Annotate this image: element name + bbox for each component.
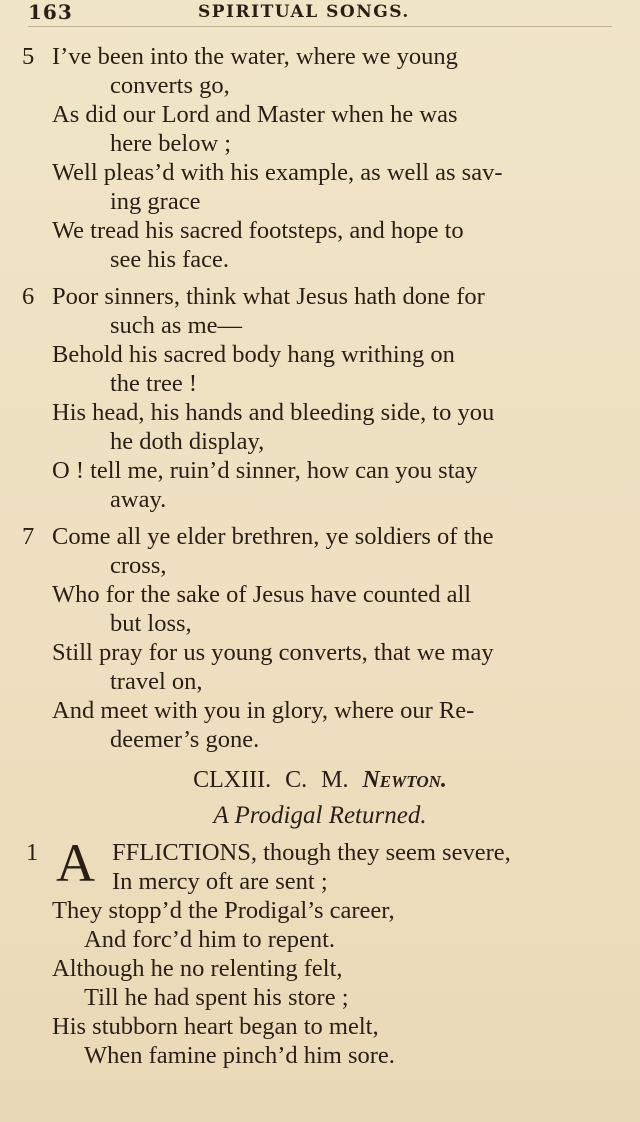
hymn-line: And forc’d him to repent. xyxy=(84,926,336,953)
verse-line: His head, his hands and bleeding side, to you xyxy=(52,399,495,426)
verse-line: As did our Lord and Master when he was xyxy=(52,101,458,128)
verse-line: travel on, xyxy=(110,668,203,695)
verse-line: Behold his sacred body hang writhing on xyxy=(52,341,455,368)
first-line-text: FFLICTIONS, though they seem severe, xyxy=(112,839,511,866)
verse xyxy=(0,522,640,754)
hymn-title: A Prodigal Returned. xyxy=(213,802,427,829)
drop-cap: A xyxy=(56,833,95,893)
verse-line: Still pray for us young converts, that we may xyxy=(52,639,494,666)
page-number: 163 xyxy=(28,0,73,24)
hymn-number: CLXIII. xyxy=(193,767,272,793)
verse-line: We tread his sacred footsteps, and hope to xyxy=(52,217,464,244)
verse-line: I’ve been into the water, where we young xyxy=(52,43,458,70)
verse-line: here below ; xyxy=(110,130,232,157)
hymn-meter: C. M. xyxy=(285,767,349,793)
verse-line: And meet with you in glory, where our Re- xyxy=(52,697,475,724)
hymn-heading xyxy=(0,766,640,795)
verse-line: Well pleas’d with his example, as well as sav- xyxy=(52,159,503,186)
hymn-verse xyxy=(0,833,640,1070)
verse-line: the tree ! xyxy=(110,370,198,397)
verse-number: 7 xyxy=(22,523,35,550)
verse-line: away. xyxy=(110,486,167,513)
verse-line: see his face. xyxy=(110,246,230,273)
verse-line: deemer’s gone. xyxy=(110,726,260,753)
second-line: In mercy oft are sent ; xyxy=(112,868,328,895)
verse-number: 1 xyxy=(26,839,39,866)
verse-number: 6 xyxy=(22,283,35,310)
hymn-author: Newton. xyxy=(362,767,447,793)
verses-list xyxy=(0,42,640,754)
hymn-line: When famine pinch’d him sore. xyxy=(84,1042,395,1069)
verse-line: but loss, xyxy=(110,610,192,637)
verse-line: such as me— xyxy=(110,312,242,339)
header-rule xyxy=(28,26,612,27)
verse-line: O ! tell me, ruin’d sinner, how can you stay xyxy=(52,457,478,484)
hymn-line: Although he no relenting felt, xyxy=(52,955,343,982)
verse-number: 5 xyxy=(22,43,35,70)
hymn-line: Till he had spent his store ; xyxy=(84,984,349,1011)
verse-line: converts go, xyxy=(110,72,230,99)
verse xyxy=(0,42,640,274)
verse-line: Poor sinners, think what Jesus hath done for xyxy=(52,283,485,310)
hymn-lines xyxy=(0,896,640,1070)
verse-line: he doth display, xyxy=(110,428,265,455)
page-header xyxy=(0,0,640,28)
verse-line: Who for the sake of Jesus have counted all xyxy=(52,581,472,608)
verse-line: cross, xyxy=(110,552,167,579)
verse xyxy=(0,282,640,514)
hymn-line: His stubborn heart began to melt, xyxy=(52,1013,379,1040)
hymn-line: They stopp’d the Prodigal’s career, xyxy=(52,897,395,924)
running-title: SPIRITUAL SONGS. xyxy=(198,2,410,22)
verse-line: Come all ye elder brethren, ye soldiers of the xyxy=(52,523,494,550)
page-content xyxy=(0,42,640,1070)
verse-line: ing grace xyxy=(110,188,201,215)
